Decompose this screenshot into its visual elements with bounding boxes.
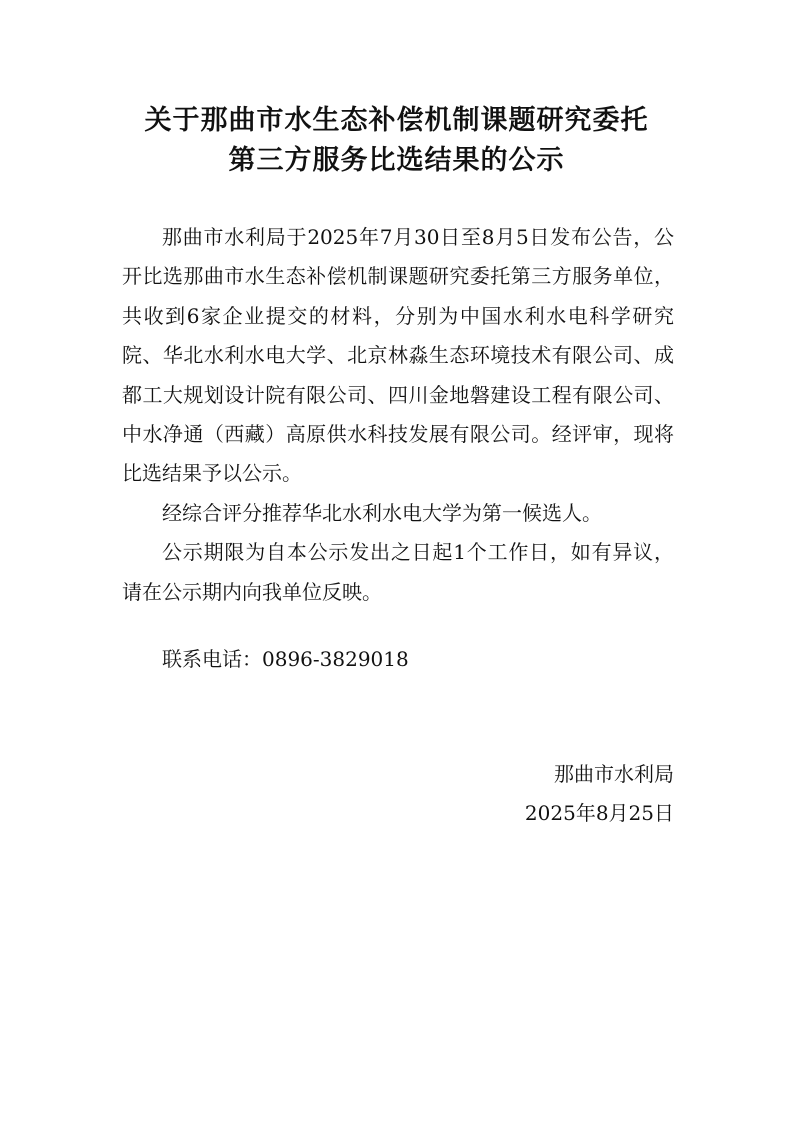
signature-date: 2025年8月25日 [524,801,674,825]
document-title-line-1: 关于那曲市水生态补偿机制课题研究委托 [144,105,649,136]
document-body [122,218,674,612]
body-paragraph-objection-period: 公示期限为自本公示发出之日起1个工作日，如有异议，请在公示期内向我单位反映。 [122,540,674,604]
body-paragraph-announcement: 那曲市水利局于2025年7月30日至8月5日发布公告，公开比选那曲市水生态补偿机制课题研究委托第三方服务单位，共收到6家企业提交的材料，分别为中国水利水电科学研究院、华北水利水电大学、北京林淼生态环境技术有限公司、成都工大规划设计院有限公司、四川金地磐建设工程有限公司、中水净通（西藏）高原供水科技发展有限公司。经评审，现将比选结果予以公示。 [122,225,674,486]
signature-block [525,755,674,833]
signature-organization: 那曲市水利局 [554,762,674,786]
document-title-line-2: 第三方服务比选结果的公示 [228,145,565,176]
contact-phone: 联系电话：0896-3829018 [162,647,409,671]
body-paragraph-result: 经综合评分推荐华北水利水电大学为第一候选人。 [162,500,602,525]
